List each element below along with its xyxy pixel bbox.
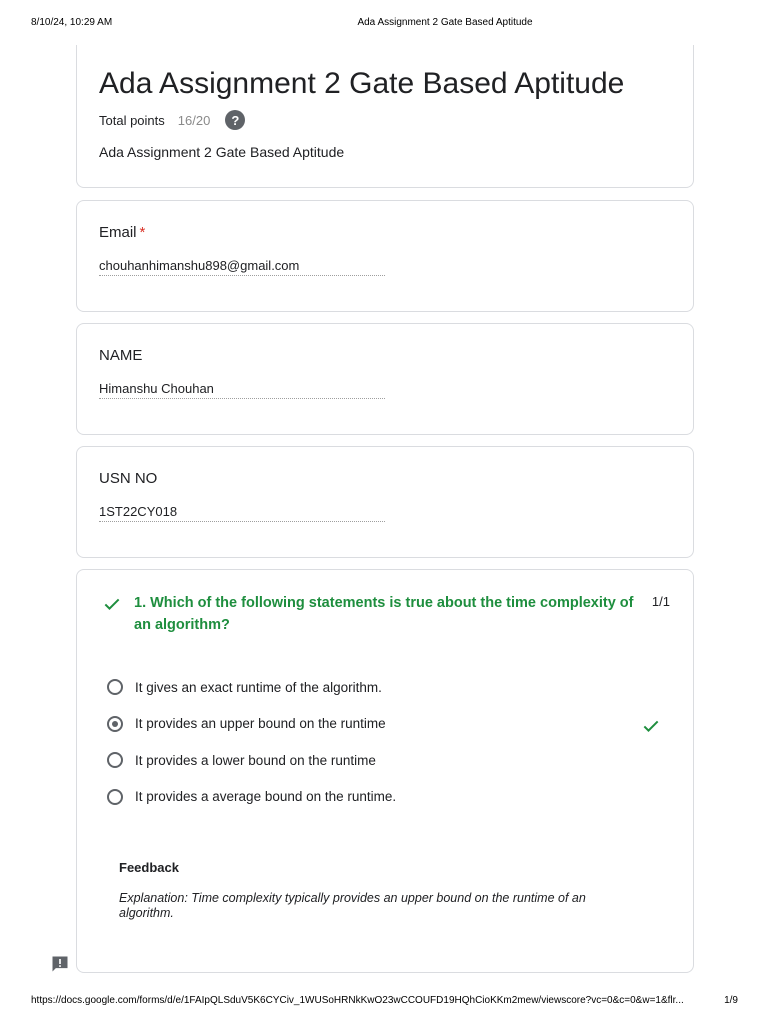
email-field: chouhanhimanshu898@gmail.com <box>99 258 385 276</box>
option-label: It provides a average bound on the runtime. <box>135 789 397 805</box>
name-label: NAME <box>99 347 143 364</box>
check-icon <box>102 594 122 619</box>
total-points-row <box>99 109 245 131</box>
radio-button[interactable] <box>107 752 123 768</box>
form-description: Ada Assignment 2 Gate Based Aptitude <box>99 144 345 160</box>
print-url: https://docs.google.com/forms/d/e/1FAIpQLSduV5K6CYCiv_1WUSoHRNkKwO23wCCOUFD19HQhCioKKm2mew/viewscore?vc=0&c=0&w=1&flr... <box>31 995 684 1006</box>
total-points-value: 16/20 <box>177 112 211 128</box>
option-3[interactable] <box>107 779 667 816</box>
usn-card <box>76 446 694 558</box>
question-score: 1/1 <box>651 594 670 609</box>
option-1[interactable] <box>107 706 667 743</box>
options-list <box>107 669 667 815</box>
print-datetime: 8/10/24, 10:29 AM <box>31 17 113 28</box>
print-doc-title: Ada Assignment 2 Gate Based Aptitude <box>357 17 533 28</box>
option-label: It provides an upper bound on the runtime <box>135 716 386 732</box>
required-asterisk: * <box>139 224 146 241</box>
option-label: It provides a lower bound on the runtime <box>135 752 376 768</box>
radio-button[interactable] <box>107 679 123 695</box>
usn-field: 1ST22CY018 <box>99 504 385 522</box>
question-card <box>76 569 694 973</box>
name-card <box>76 323 694 435</box>
check-icon <box>641 716 661 741</box>
print-header <box>0 17 768 31</box>
question-text: 1. Which of the following statements is true about the time complexity of an algorithm? <box>134 595 634 633</box>
email-label: Email * <box>99 224 146 241</box>
form-header-card <box>76 45 694 188</box>
report-feedback-icon[interactable] <box>50 954 70 979</box>
radio-button[interactable] <box>107 789 123 805</box>
option-0[interactable] <box>107 669 667 706</box>
form-title: Ada Assignment 2 Gate Based Aptitude <box>99 67 625 100</box>
feedback-text: Explanation: Time complexity typically provides an upper bound on the runtime of an algorithm. <box>119 891 586 920</box>
feedback-title: Feedback <box>119 860 179 875</box>
page-number: 1/9 <box>724 995 738 1006</box>
option-2[interactable] <box>107 742 667 779</box>
help-icon[interactable]: ? <box>225 110 245 130</box>
usn-label: USN NO <box>99 470 158 487</box>
email-card <box>76 200 694 312</box>
radio-button-selected[interactable] <box>107 716 123 732</box>
name-field: Himanshu Chouhan <box>99 381 385 399</box>
option-label: It gives an exact runtime of the algorithm. <box>135 679 382 695</box>
total-points-label: Total points <box>99 112 165 128</box>
